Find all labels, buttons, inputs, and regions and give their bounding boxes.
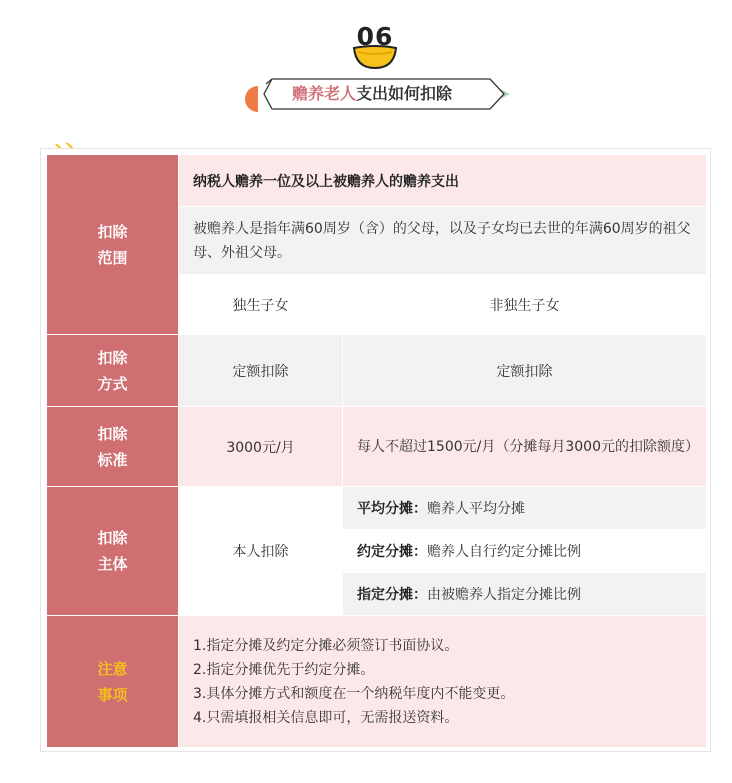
label-method: 扣除 方式 <box>47 335 179 407</box>
subject-only-child: 本人扣除 <box>179 487 343 616</box>
label-scope: 扣除 范围 <box>47 155 179 335</box>
standard-only-child: 3000元/月 <box>179 407 343 487</box>
column-non-only-child: 非独生子女 <box>343 275 707 335</box>
section-title-banner <box>242 76 514 112</box>
deduction-table <box>46 154 707 748</box>
subject-option: 指定分摊：由被赡养人指定分摊比例 <box>343 573 707 616</box>
scope-headline: 纳税人赡养一位及以上被赡养人的赡养支出 <box>179 155 707 207</box>
notes-list <box>179 616 707 748</box>
label-notes: 注意 事项 <box>47 616 179 748</box>
note-item: 2.指定分摊优先于约定分摊。 <box>193 661 375 678</box>
note-item: 4.只需填报相关信息即可，无需报送资料。 <box>193 709 459 726</box>
column-only-child: 独生子女 <box>179 275 343 335</box>
method-only-child: 定额扣除 <box>179 335 343 407</box>
subject-option: 平均分摊：赡养人平均分摊 <box>343 487 707 530</box>
scope-description: 被赡养人是指年满60周岁（含）的父母，以及子女均已去世的年满60周岁的祖父母、外祖父母。 <box>179 207 707 275</box>
standard-non-only-child: 每人不超过1500元/月（分摊每月3000元的扣除额度） <box>343 407 707 487</box>
note-item: 1.指定分摊及约定分摊必须签订书面协议。 <box>193 637 459 654</box>
title-rest: 支出如何扣除 <box>356 84 453 103</box>
subject-option: 约定分摊：赡养人自行约定分摊比例 <box>343 530 707 573</box>
title-highlight: 赡养老人 <box>291 84 356 103</box>
section-number: 06 <box>356 22 394 51</box>
section-title <box>272 76 472 112</box>
label-subject: 扣除 主体 <box>47 487 179 616</box>
label-standard: 扣除 标准 <box>47 407 179 487</box>
method-non-only-child: 定额扣除 <box>343 335 707 407</box>
note-item: 3.具体分摊方式和额度在一个纳税年度内不能变更。 <box>193 685 515 702</box>
section-number-badge <box>350 22 400 70</box>
